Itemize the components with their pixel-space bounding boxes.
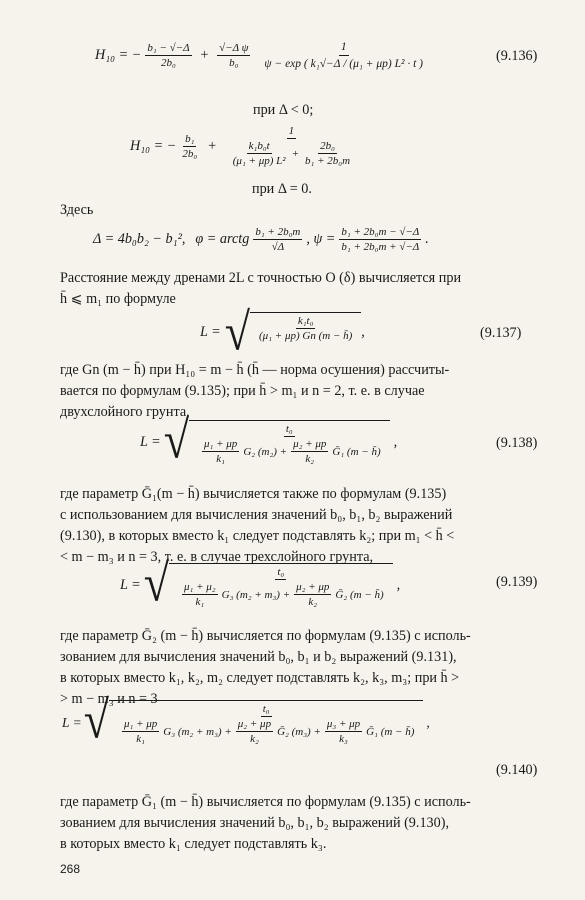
formula-9-137: L = √ $\frac{\text{k₁t₀}}{\text{(μ₁ + μp) Gn (m − h̄)}}$ , bbox=[200, 302, 365, 361]
equation-number: (9.139) bbox=[496, 574, 538, 590]
page-number: 268 bbox=[60, 862, 81, 876]
fraction: $\frac{\text{b₁ + 2b₀m − √−Δ}}{\text{b₁ + 2b₀m + √−Δ}}$ bbox=[341, 226, 420, 253]
fraction: $\frac{\text{k₁b₀t}}{\text{(μ₁ + μp) L²}}$ bbox=[232, 140, 286, 167]
equation-number: (9.138) bbox=[496, 435, 538, 451]
formula-9-136: H₁₀ = − $\frac{\text{b₁ − √−Δ}}{\text{2b₀}}$ + $\frac{\text{√−Δ ψ}}{\text{b₀}}$ $\frac{1}{\text{ψ − exp ( k₁√−Δ / (μ₁ + μp) L² · t )}}$ bbox=[95, 41, 423, 70]
compound-fraction: t₀ $\frac{\text{μ₁ + μp}}{\text{k₁}}$ G₂ (m₂) + $\frac{\text{μ₂ + μp}}{\text{k₂}}$ Ḡ₁ (m − h̄) bbox=[204, 423, 381, 465]
compound-fraction: t₀ $\frac{\text{μ₁ + μp}}{\text{k₁}}$ G₃ (m₂ + m₃) + $\frac{\text{μ₂ + μp}}{\text{k₂}}$ Ḡ₂ (m₃) + $\frac{\text{μ₃ + μp}}{\text{k₃}}$ Ḡ₁ (m − h̄) bbox=[124, 703, 415, 745]
paragraph-2: где Gn (m − h̄) при H₁₀ = m − h̄ (h̄ — норма осушения) рассчиты- вается по формулам (9.135); при h̄ > m₁ и n = 2, т. е. в случае двухслойного грунта, bbox=[60, 362, 450, 420]
paragraph-4: где параметр Ḡ₂ (m − h̄) вычисляется по формулам (9.135) с исполь- зованием для вычисления значений b₀, b₁ и b₂ выражений (9.131), в которых вместо k₁, k₂, m₂ следует подставлять k₂, k₃, m₃; при h̄ > > m − m₃ и n = 3 bbox=[60, 628, 471, 707]
sqrt-sign: √ $\frac{\text{k₁t₀}}{\text{(μ₁ + μp) Gn (m − h̄)}}$ bbox=[225, 312, 362, 352]
paragraph-3: где параметр Ḡ₁(m − h̄) вычисляется также по формулам (9.135) с использованием для вычисления значений b₀, b₁, b₂ выражений (9.130), в которых вместо k₁ следует подставлять k₂; при m₁ < h̄ < < m − m₃ и n = 3, т. е. в случае трехслойного грунта, bbox=[60, 486, 455, 565]
fraction: $\frac{\text{b₁}}{\text{2b₀}}$ bbox=[182, 132, 198, 160]
formula-9-138: L = √ t₀ $\frac{\text{μ₁ + μp}}{\text{k₁}}$ G₂ (m₂) + $\frac{\text{μ₂ + μp}}{\text{k₂}}$ Ḡ₁ (m − h̄) , bbox=[140, 410, 398, 469]
sqrt-sign: √ t₀ $\frac{\text{μ₁ + μp}}{\text{k₁}}$ G₂ (m₂) + $\frac{\text{μ₂ + μp}}{\text{k₂}}$ Ḡ₁ (m − h̄) bbox=[164, 420, 390, 465]
here-label: Здесь bbox=[60, 202, 94, 218]
sqrt-sign: √ t₀ $\frac{\text{μ₁ + μ₂}}{\text{k₁}}$ G₃ (m₂ + m₃) + $\frac{\text{μ₂ + μp}}{\text{k₂}}$ Ḡ₂ (m − h̄) bbox=[144, 563, 393, 608]
fraction: $\frac{\text{k₁t₀}}{\text{(μ₁ + μp) Gn (m − h̄)}}$ bbox=[259, 315, 353, 342]
paragraph-1: Расстояние между дренами 2L с точностью O (δ) вычисляется при h̄ ⩽ m₁ по формуле bbox=[60, 270, 462, 307]
formula-9-140: L = √ t₀ $\frac{\text{μ₁ + μp}}{\text{k₁}}$ G₃ (m₂ + m₃) + $\frac{\text{μ₂ + μp}}{\text{k₂}}$ Ḡ₂ (m₃) + $\frac{\text{μ₃ + μp}}{\text{k₃}}$ Ḡ₁ (m − h̄) , bbox=[62, 690, 430, 749]
formula-lhs: H₁₀ = − bbox=[95, 47, 142, 63]
fraction: $\frac{\text{b₁ + 2b₀m}}{√\Delta}$ bbox=[255, 226, 301, 253]
definitions-line: Δ = 4b₀b₂ − b₁², φ = arctg $\frac{\text{b₁ + 2b₀m}}{√\Delta}$ , ψ = $\frac{\text{b₁ + 2b₀m − √−Δ}}{\text{b₁ + 2b₀m + √−Δ}}$ . bbox=[93, 226, 429, 253]
fraction: $\frac{\text{√−Δ ψ}}{\text{b₀}}$ bbox=[219, 42, 249, 69]
formula-9-139: L = √ t₀ $\frac{\text{μ₁ + μ₂}}{\text{k₁}}$ G₃ (m₂ + m₃) + $\frac{\text{μ₂ + μp}}{\text{k₂}}$ Ḡ₂ (m − h̄) , bbox=[120, 553, 401, 612]
fraction: $\frac{1}{\text{ψ − exp ( k₁√−Δ / (μ₁ + μp) L² · t )}}$ bbox=[264, 41, 423, 70]
fraction: $\frac{\text{2b₀}}{\text{b₁ + 2b₀m}}$ bbox=[305, 140, 351, 167]
condition-text: при Δ = 0. bbox=[252, 181, 312, 197]
equation-number: (9.136) bbox=[496, 48, 538, 64]
sqrt-sign: √ t₀ $\frac{\text{μ₁ + μp}}{\text{k₁}}$ G₃ (m₂ + m₃) + $\frac{\text{μ₂ + μp}}{\text{k₂}}$ Ḡ₂ (m₃) + $\frac{\text{μ₃ + μp}}{\text{k₃}}$ Ḡ₁ (m − h̄) bbox=[84, 700, 424, 745]
equation-number: (9.140) bbox=[496, 762, 538, 778]
formula-h1-delta-zero: H₁₀ = − $\frac{\text{b₁}}{\text{2b₀}}$ + 1 $\frac{\text{k₁b₀t}}{\text{(μ₁ + μp) L²}}$ + $\frac{\text{2b₀}}{\text{b₁ + 2b₀m}}$ bbox=[130, 125, 362, 167]
compound-fraction: 1 $\frac{\text{k₁b₀t}}{\text{(μ₁ + μp) L²}}$ + $\frac{\text{2b₀}}{\text{b₁ + 2b₀m}}$ bbox=[232, 125, 351, 167]
condition-text: при Δ < 0; bbox=[253, 102, 314, 118]
fraction: $\frac{\text{b₁ − √−Δ}}{\text{2b₀}}$ bbox=[147, 42, 190, 69]
equation-number: (9.137) bbox=[480, 325, 522, 341]
paragraph-5: где параметр Ḡ₁ (m − h̄) вычисляется по формулам (9.135) с исполь- зованием для вычисления значений b₀, b₁, b₂ выражений (9.130), в которых вместо k₁ следует подставлять k₃. bbox=[60, 794, 471, 852]
compound-fraction: t₀ $\frac{\text{μ₁ + μ₂}}{\text{k₁}}$ G₃ (m₂ + m₃) + $\frac{\text{μ₂ + μp}}{\text{k₂}}$ Ḡ₂ (m − h̄) bbox=[184, 566, 384, 608]
